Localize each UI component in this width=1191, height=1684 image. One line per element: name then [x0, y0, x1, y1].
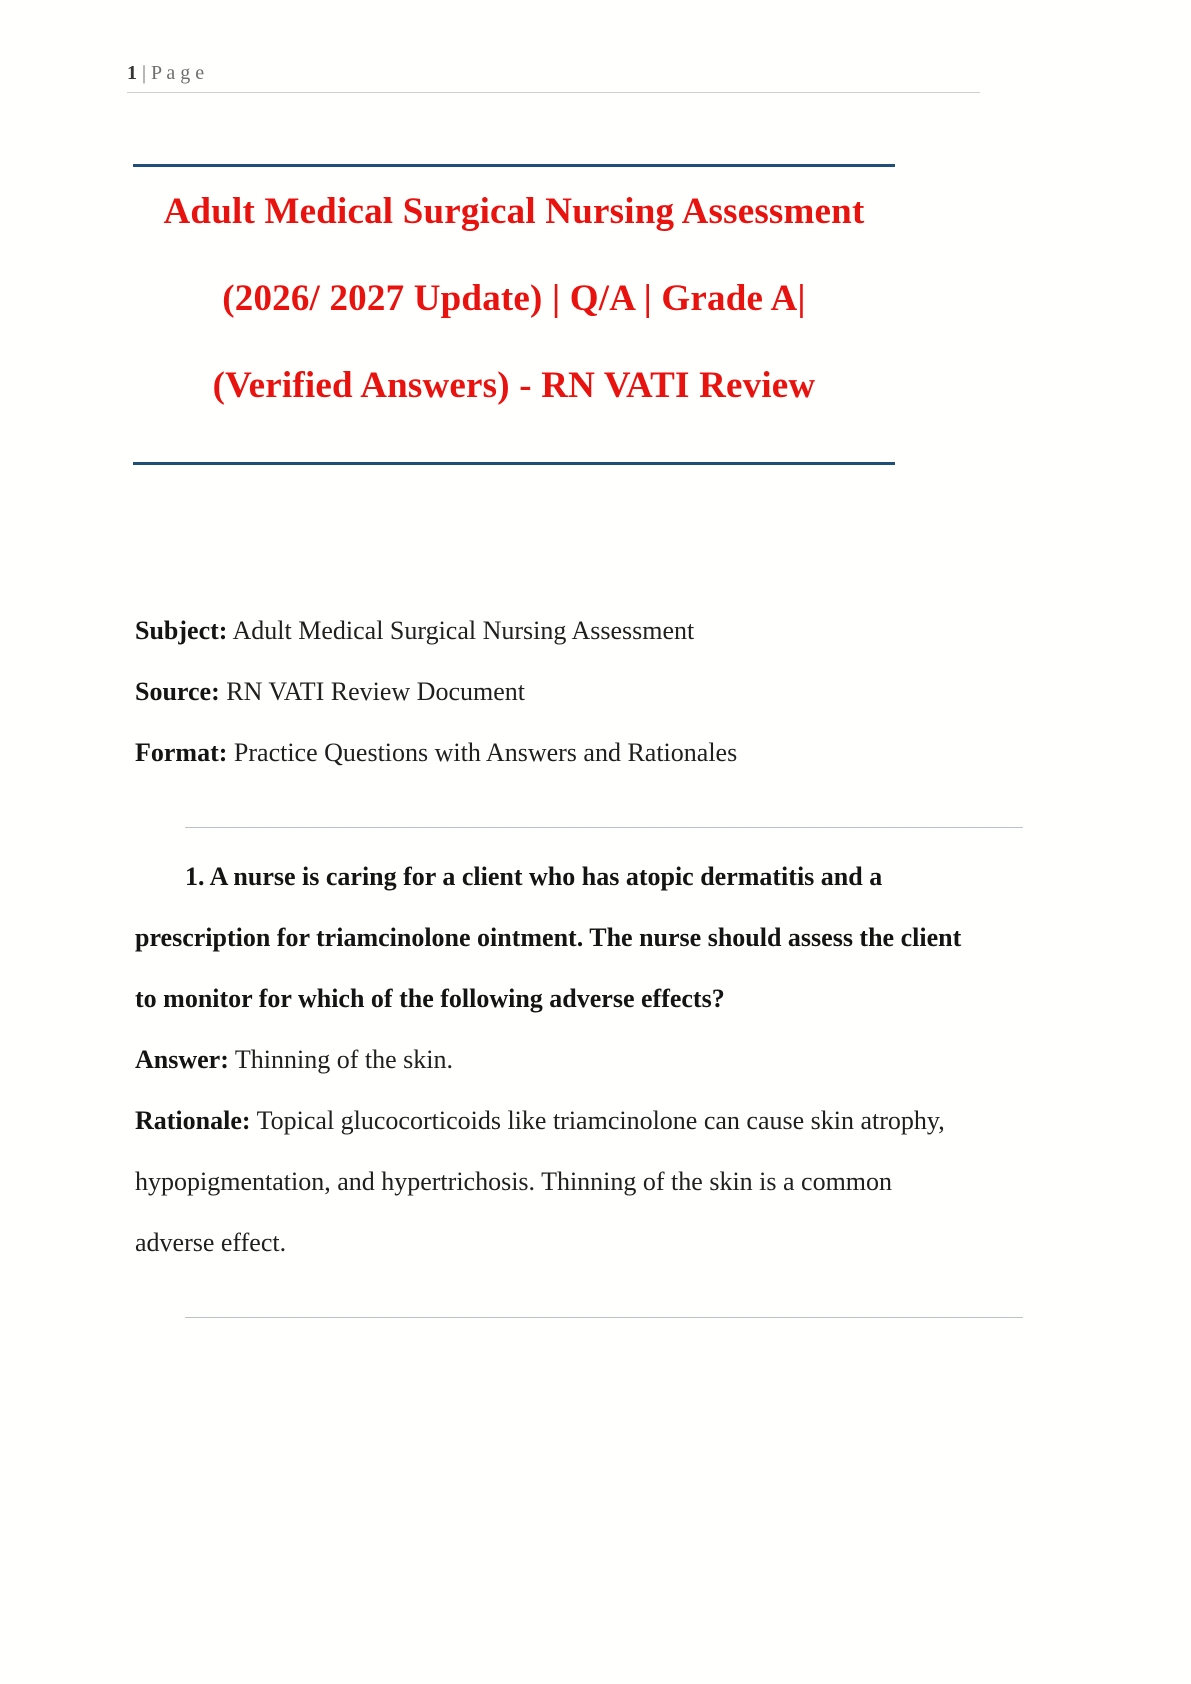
answer-label: Answer:	[135, 1045, 229, 1074]
rationale-text: Topical glucocorticoids like triamcinolone can cause skin atrophy, hypopigmentation, and hypertrichosis. Thinning of the skin is a common adverse effect.	[135, 1106, 945, 1257]
document-title	[133, 168, 895, 429]
answer-text: Thinning of the skin.	[234, 1045, 453, 1074]
rationale-label: Rationale:	[135, 1106, 251, 1135]
meta-format-value: Practice Questions with Answers and Rationales	[233, 738, 738, 767]
title-line-2: (2026/ 2027 Update) | Q/A | Grade A|	[222, 278, 806, 319]
section-divider-bottom	[185, 1317, 1023, 1318]
meta-format-label: Format:	[135, 738, 228, 767]
question-paragraph	[135, 846, 970, 1029]
page-number	[127, 62, 204, 85]
meta-subject-row	[135, 600, 1015, 661]
meta-format-row	[135, 722, 1015, 783]
meta-source-label: Source:	[135, 677, 220, 706]
answer-row	[135, 1029, 970, 1090]
page-number-value: 1	[127, 62, 137, 84]
question-text: 1. A nurse is caring for a client who has atopic dermatitis and a prescription for triamcinolone ointment. The nurse should assess the client to monitor for which of the following adverse effects?	[135, 862, 962, 1013]
meta-source-row	[135, 661, 1015, 722]
title-line-3: (Verified Answers) - RN VATI Review	[212, 365, 816, 406]
meta-subject-value: Adult Medical Surgical Nursing Assessment	[232, 616, 695, 645]
question-block	[135, 846, 970, 1273]
title-line-1: Adult Medical Surgical Nursing Assessment	[163, 191, 865, 232]
title-rule-bottom	[133, 462, 895, 465]
document-meta	[135, 600, 1015, 783]
rationale-row	[135, 1090, 970, 1273]
title-rule-top	[133, 164, 895, 167]
section-divider-top	[185, 827, 1023, 828]
header-rule	[127, 92, 980, 93]
meta-subject-label: Subject:	[135, 616, 228, 645]
meta-source-value: RN VATI Review Document	[226, 677, 525, 706]
page-number-label: | P a g e	[142, 62, 205, 84]
